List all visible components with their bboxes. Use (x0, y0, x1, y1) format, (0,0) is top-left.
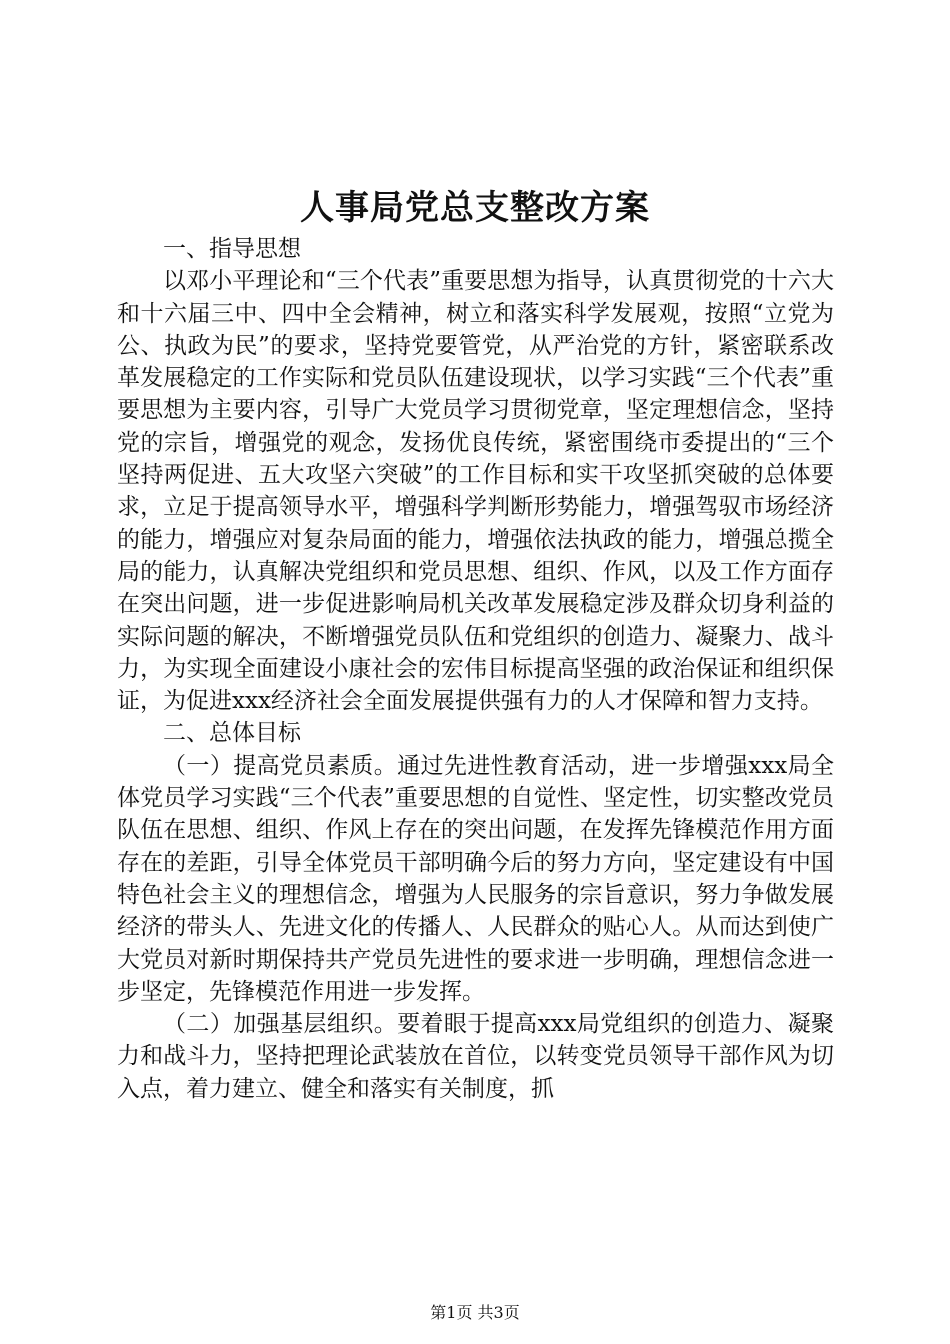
paragraph-improve-member-quality: （一）提高党员素质。通过先进性教育活动，进一步增强xxx局全体党员学习实践“三个代表”重要思想的自觉性、坚定性，切实整改党员队伍在思想、组织、作风上存在的突出问题，在发挥先锋模范作用方面存在的差距，引导全体党员干部明确今后的努力方向，坚定建设有中国特色社会主义的理想信念，增强为人民服务的宗旨意识，努力争做发展经济的带头人、先进文化的传播人、人民群众的贴心人。从而达到使广大党员对新时期保持共产党员先进性的要求进一步明确，理想信念进一步坚定，先锋模范作用进一步发挥。 (117, 752, 834, 1005)
paragraph-guiding-ideology: 以邓小平理论和“三个代表”重要思想为指导，认真贯彻党的十六大和十六届三中、四中全会精神，树立和落实科学发展观，按照“立党为公、执政为民”的要求，坚持党要管党，从严治党的方针，紧密联系改革发展稳定的工作实际和党员队伍建设现状，以学习实践“三个代表”重要思想为主要内容，引导广大党员学习贯彻党章，坚定理想信念，坚持党的宗旨，增强党的观念，发扬优良传统，紧密围绕市委提出的“三个坚持两促进、五大攻坚六突破”的工作目标和实干攻坚抓突破的总体要求，立足于提高领导水平，增强科学判断形势能力，增强驾驭市场经济的能力，增强应对复杂局面的能力，增强依法执政的能力，增强总揽全局的能力，认真解决党组织和党员思想、组织、作风，以及工作方面存在突出问题，进一步促进影响局机关改革发展稳定涉及群众切身利益的实际问题的解决，不断增强党员队伍和党组织的创造力、凝聚力、战斗力，为实现全面建设小康社会的宏伟目标提高坚强的政治保证和组织保证，为促进xxx经济社会全面发展提供强有力的人才保障和智力支持。 (117, 268, 834, 715)
document-title: 人事局党总支整改方案 (300, 188, 650, 228)
page-footer: 第1页 共3页 (430, 1303, 520, 1322)
section-heading-overall-goals: 二、总体目标 (163, 720, 301, 747)
section-heading-guiding-ideology: 一、指导思想 (163, 236, 301, 262)
document-body (117, 233, 834, 1105)
paragraph-strengthen-grassroots: （二）加强基层组织。要着眼于提高xxx局党组织的创造力、凝聚力和战斗力，坚持把理论武装放在首位，以转变党员领导干部作风为切入点，着力建立、健全和落实有关制度，抓 (117, 1011, 834, 1102)
